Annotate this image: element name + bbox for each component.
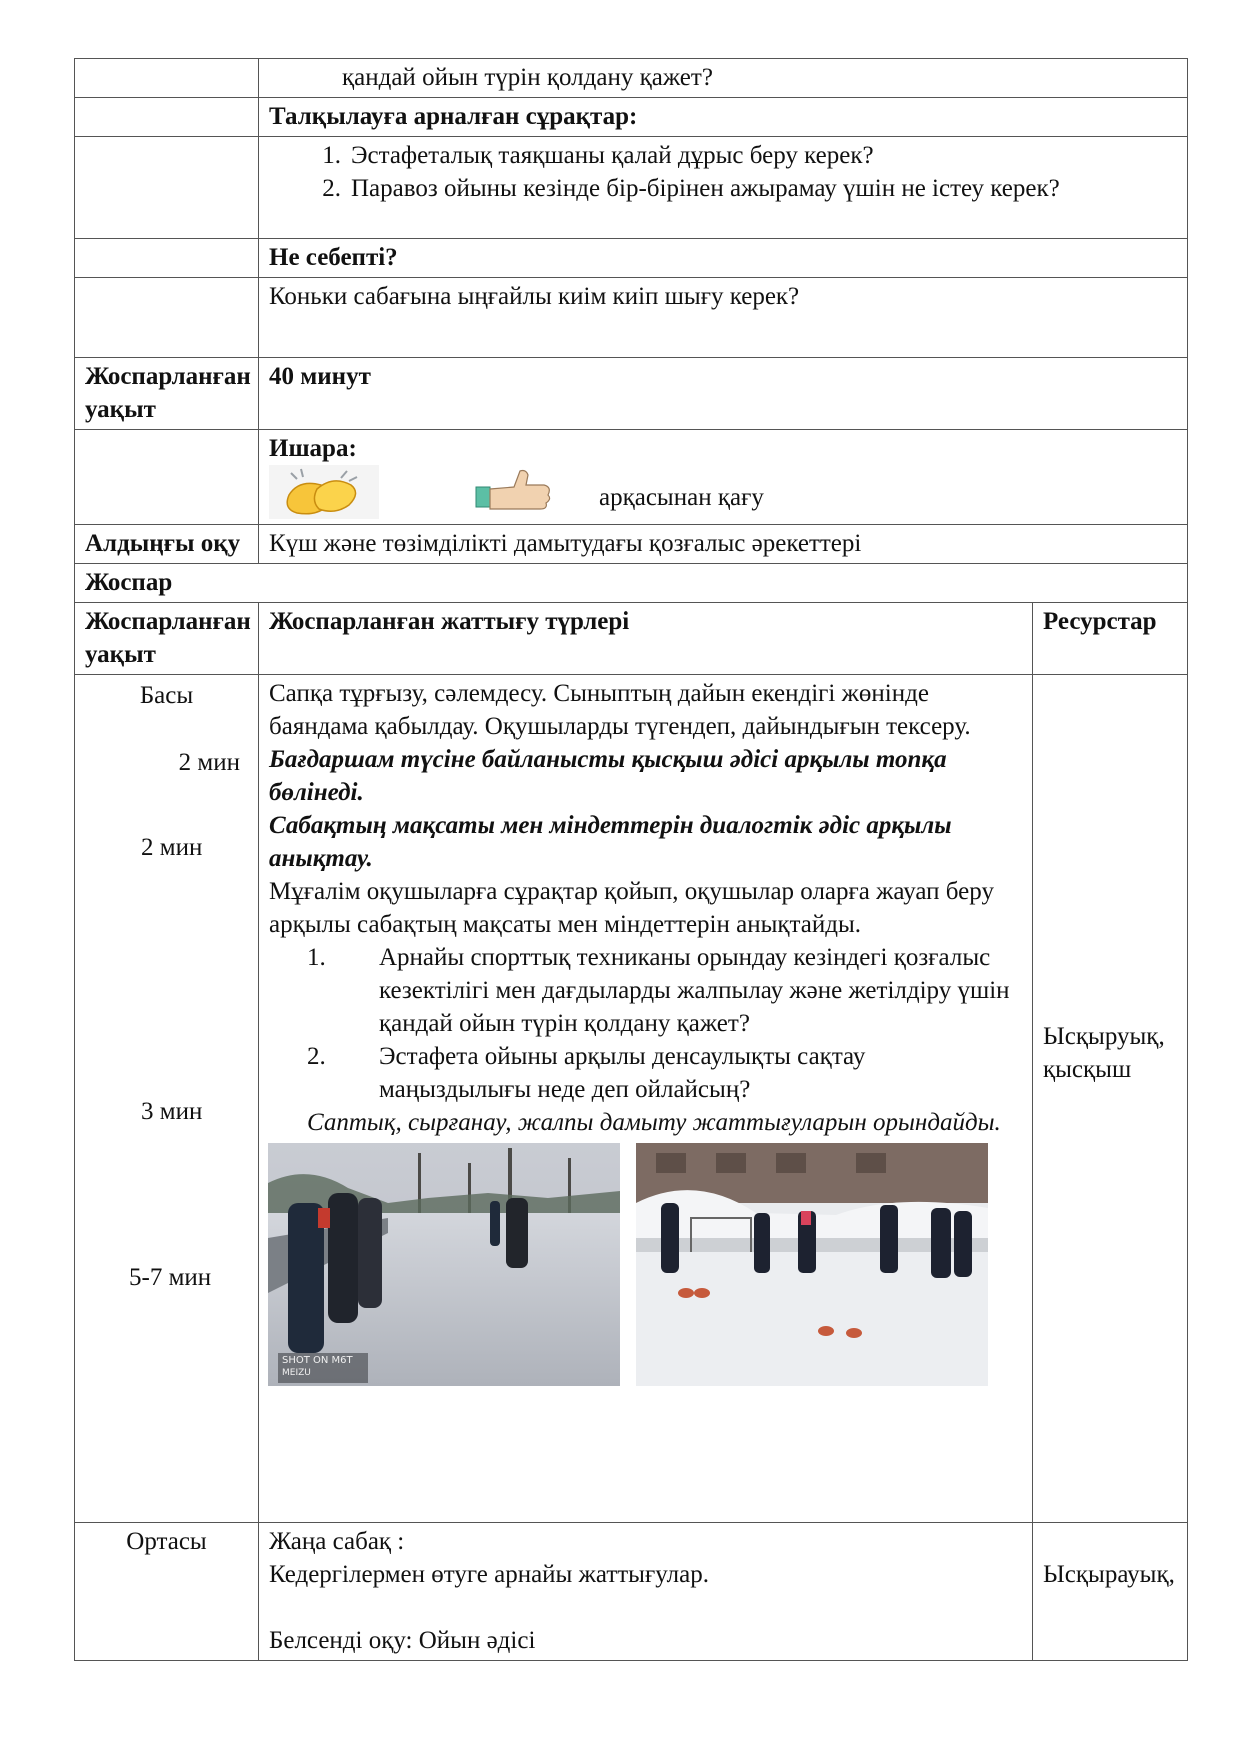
resources-middle: Ысқырауық, [1042, 1561, 1175, 1588]
list-item: 1. Эстафеталық таяқшаны қалай дұрыс беру керек? [322, 142, 874, 169]
list-item: 2. Паравоз ойыны кезінде бір-бірінен ажырамау үшін не істеу керек? [322, 175, 1060, 202]
resources-beginning: Ысқыруық, қысқыш [1042, 1023, 1165, 1083]
photo-watermark-brand: MEIZU [282, 1368, 311, 1378]
stage-beginning: Басы [139, 682, 194, 709]
empty-cell [75, 239, 259, 278]
signs-heading: Ишара: [269, 435, 357, 462]
middle-line-3: Белсенді оқу: Ойын әдісі [269, 1627, 536, 1654]
intro-text: Сапқа тұрғызу, сәлемдесу. Сыныптың дайын екендігі жөнінде баяндама қабылдау. Оқушыларды түгендеп, дайындығын тексеру. [269, 680, 971, 740]
goal-questions [269, 941, 1022, 1106]
thumbs-up-hand-icon [474, 467, 554, 513]
lesson-plan-table [74, 58, 1188, 1661]
empty-cell [75, 98, 259, 137]
time-label: 3 мин [141, 1098, 203, 1125]
clapping-hands-icon [269, 465, 379, 519]
discussion-heading: Талқылауға арналған сұрақтар: [259, 98, 1188, 137]
time-label: 2 мин [141, 834, 203, 861]
row1-text: қандай ойын түрін қолдану қажет? [342, 64, 713, 91]
header-planned-time: Жоспарланған уақыт [75, 603, 259, 675]
header-exercises: Жоспарланған жаттығу түрлері [259, 603, 1033, 675]
time-label: 2 мин [178, 749, 240, 776]
list-item: 1. Арнайы спорттық техниканы орындау кезіндегі қозғалыс кезектілігі мен дағдыларды жалпылау және жетілдіру үшін қандай ойын түрін қолдану қажет? [307, 944, 1010, 1037]
time-label: 5-7 мин [129, 1264, 212, 1291]
planned-time-label: Жоспарланған уақыт [75, 358, 259, 430]
rink-photo-left [268, 1143, 620, 1386]
prior-learning-text: Күш және төзімділікті дамытудағы қозғалыс әрекеттері [259, 525, 1188, 564]
why-heading: Не себепті? [259, 239, 1188, 278]
planned-time-value: 40 минут [259, 358, 1188, 430]
empty-cell [75, 430, 259, 525]
middle-line-2: Кедергілермен өтуге арнайы жаттығулар. [269, 1561, 709, 1588]
rink-photo-right [636, 1143, 988, 1386]
goals-method-text: Сабақтың мақсаты мен міндеттерін диалогтік әдіс арқылы анықтау. [269, 812, 952, 872]
why-text: Коньки сабағына ыңғайлы киім киіп шығу керек? [259, 278, 1188, 358]
photo-watermark: SHOT ON M6T [282, 1355, 353, 1366]
stage-middle: Ортасы [75, 1523, 259, 1661]
empty-cell [75, 59, 259, 98]
teacher-text: Мұғалім оқушыларға сұрақтар қойып, оқушылар оларға жауап беру арқылы сабақтың мақсаты мен міндеттерін анықтайды. [269, 878, 994, 938]
discussion-questions [269, 139, 1177, 205]
stage-beginning-cell [75, 675, 259, 1523]
prior-learning-label: Алдыңғы оқу [75, 525, 259, 564]
header-resources: Ресурстар [1032, 603, 1187, 675]
signs-caption: арқасынан қағу [599, 484, 764, 511]
middle-line-1: Жаңа сабақ : [269, 1528, 405, 1555]
exercise-italic-text: Саптық, сырғанау, жалпы дамыту жаттығуларын орындайды. [307, 1109, 1001, 1136]
group-division-text: Бағдаршам түсіне байланысты қысқыш әдісі арқылы топқа бөлінеді. [269, 746, 947, 806]
empty-cell [75, 278, 259, 358]
list-item: 2. Эстафета ойыны арқылы денсаулықты сақтау маңыздылығы неде деп ойлайсың? [307, 1043, 866, 1103]
plan-heading: Жоспар [75, 564, 1188, 603]
empty-cell [75, 137, 259, 239]
